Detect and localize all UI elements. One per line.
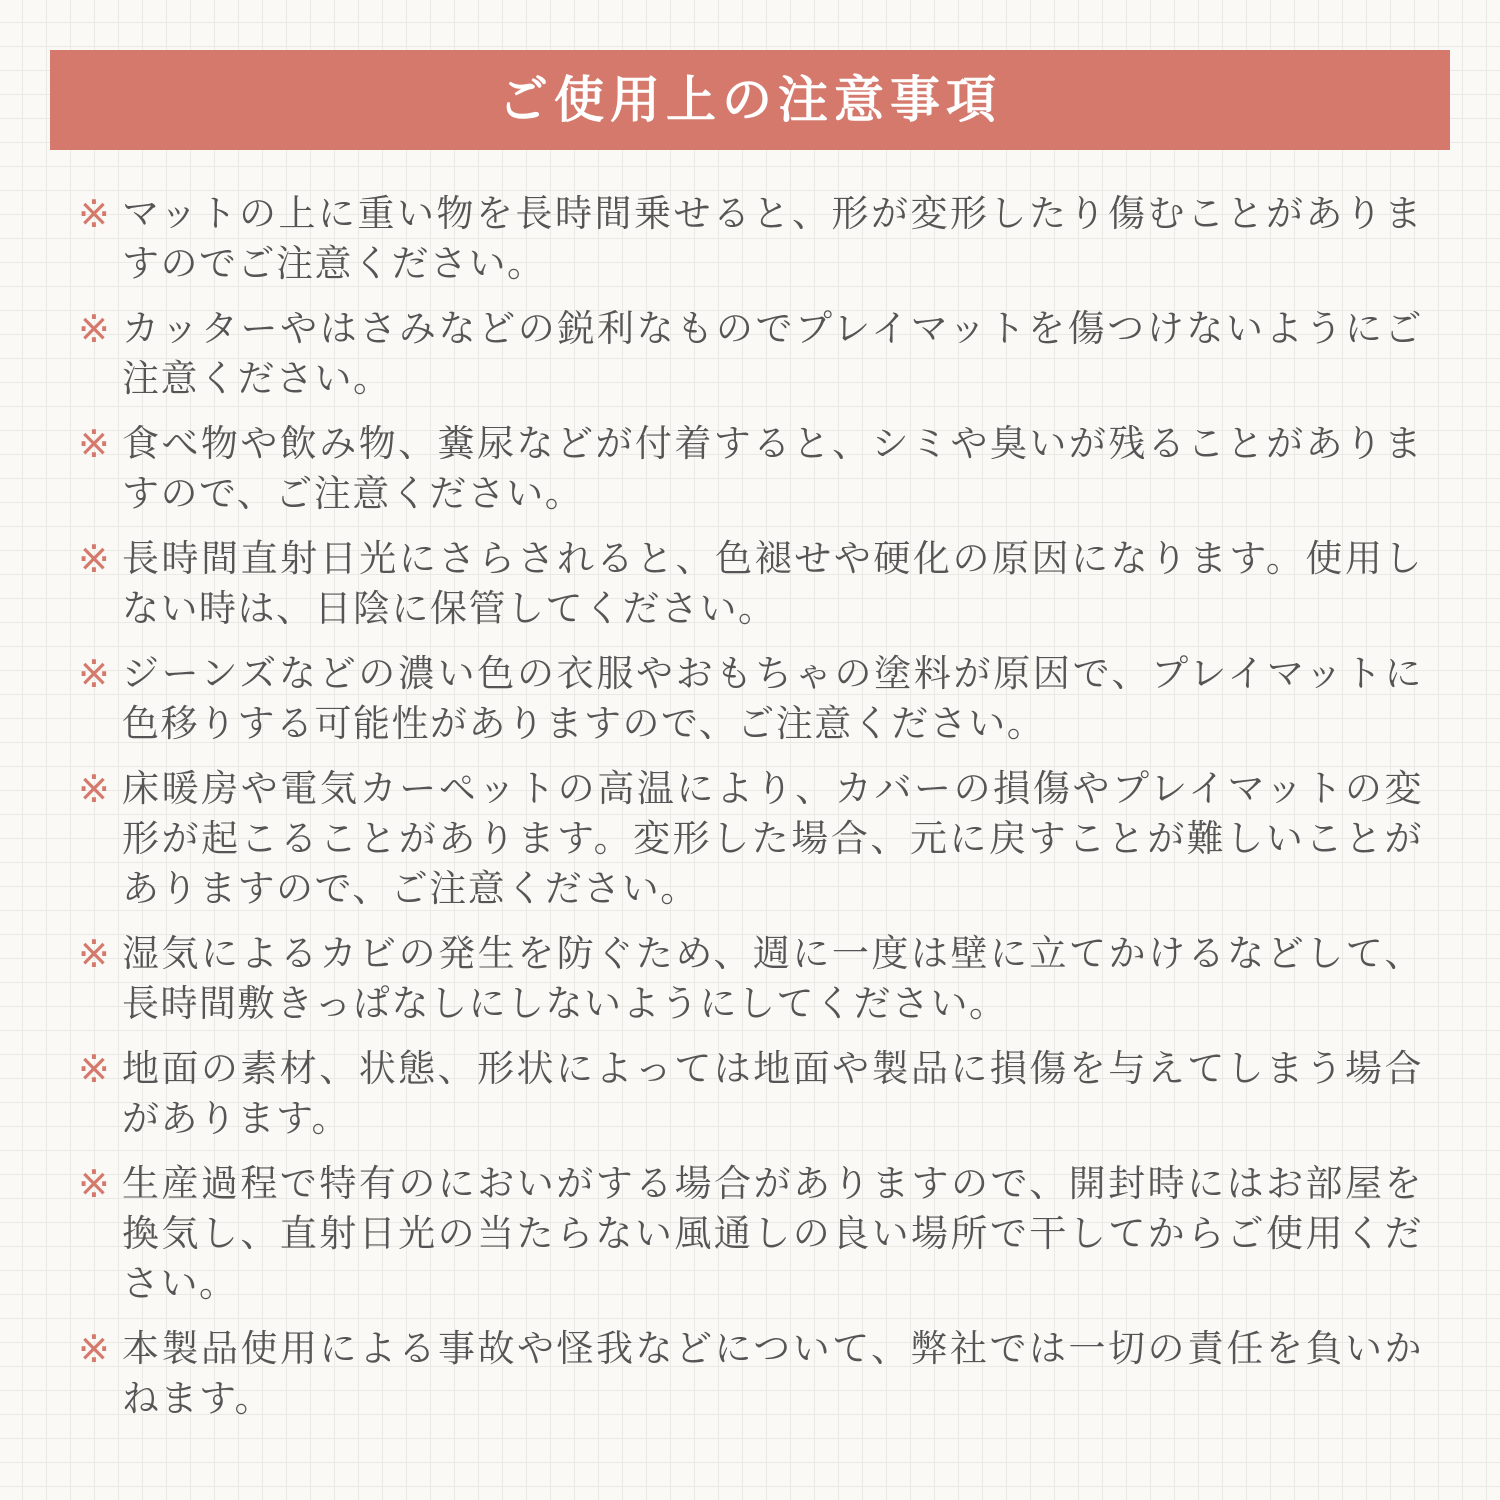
list-item [78,189,1423,289]
reference-mark-icon: ※ [78,652,110,696]
list-item [78,534,1423,634]
reference-mark-icon: ※ [78,932,110,976]
list-item [78,764,1423,914]
note-text: カッターやはさみなどの鋭利なものでプレイマットを傷つけないようにご注意ください。 [122,307,1423,400]
reference-mark-icon: ※ [78,1327,110,1371]
note-text: 生産過程で特有のにおいがする場合がありますので、開封時にはお部屋を換気し、直射日光の当たらない風通しの良い場所で干してからご使用ください。 [122,1162,1423,1305]
note-text: マットの上に重い物を長時間乗せると、形が変形したり傷むことがありますのでご注意ください。 [122,192,1423,285]
page-title: ご使用上の注意事項 [498,71,1002,129]
reference-mark-icon: ※ [78,192,110,236]
reference-mark-icon: ※ [78,422,110,466]
reference-mark-icon: ※ [78,307,110,351]
list-item [78,649,1423,749]
list-item [78,419,1423,519]
note-text: 長時間直射日光にさらされると、色褪せや硬化の原因になります。使用しない時は、日陰に保管してください。 [122,537,1423,630]
reference-mark-icon: ※ [78,767,110,811]
reference-mark-icon: ※ [78,1047,110,1091]
list-item [78,1159,1423,1309]
precautions-list [78,189,1423,1439]
note-text: 床暖房や電気カーペットの高温により、カバーの損傷やプレイマットの変形が起こることがあります。変形した場合、元に戻すことが難しいことがありますので、ご注意ください。 [122,767,1423,910]
note-text: 湿気によるカビの発生を防ぐため、週に一度は壁に立てかけるなどして、長時間敷きっぱなしにしないようにしてください。 [122,932,1423,1025]
note-text: ジーンズなどの濃い色の衣服やおもちゃの塗料が原因で、プレイマットに色移りする可能性がありますので、ご注意ください。 [122,652,1423,745]
reference-mark-icon: ※ [78,537,110,581]
note-text: 本製品使用による事故や怪我などについて、弊社では一切の責任を負いかねます。 [122,1327,1423,1420]
note-text: 食べ物や飲み物、糞尿などが付着すると、シミや臭いが残ることがありますので、ご注意ください。 [122,422,1423,515]
note-text: 地面の素材、状態、形状によっては地面や製品に損傷を与えてしまう場合があります。 [122,1047,1423,1140]
list-item [78,304,1423,404]
header-banner [50,50,1450,150]
list-item [78,1324,1423,1424]
list-item [78,1044,1423,1144]
reference-mark-icon: ※ [78,1162,110,1206]
list-item [78,929,1423,1029]
